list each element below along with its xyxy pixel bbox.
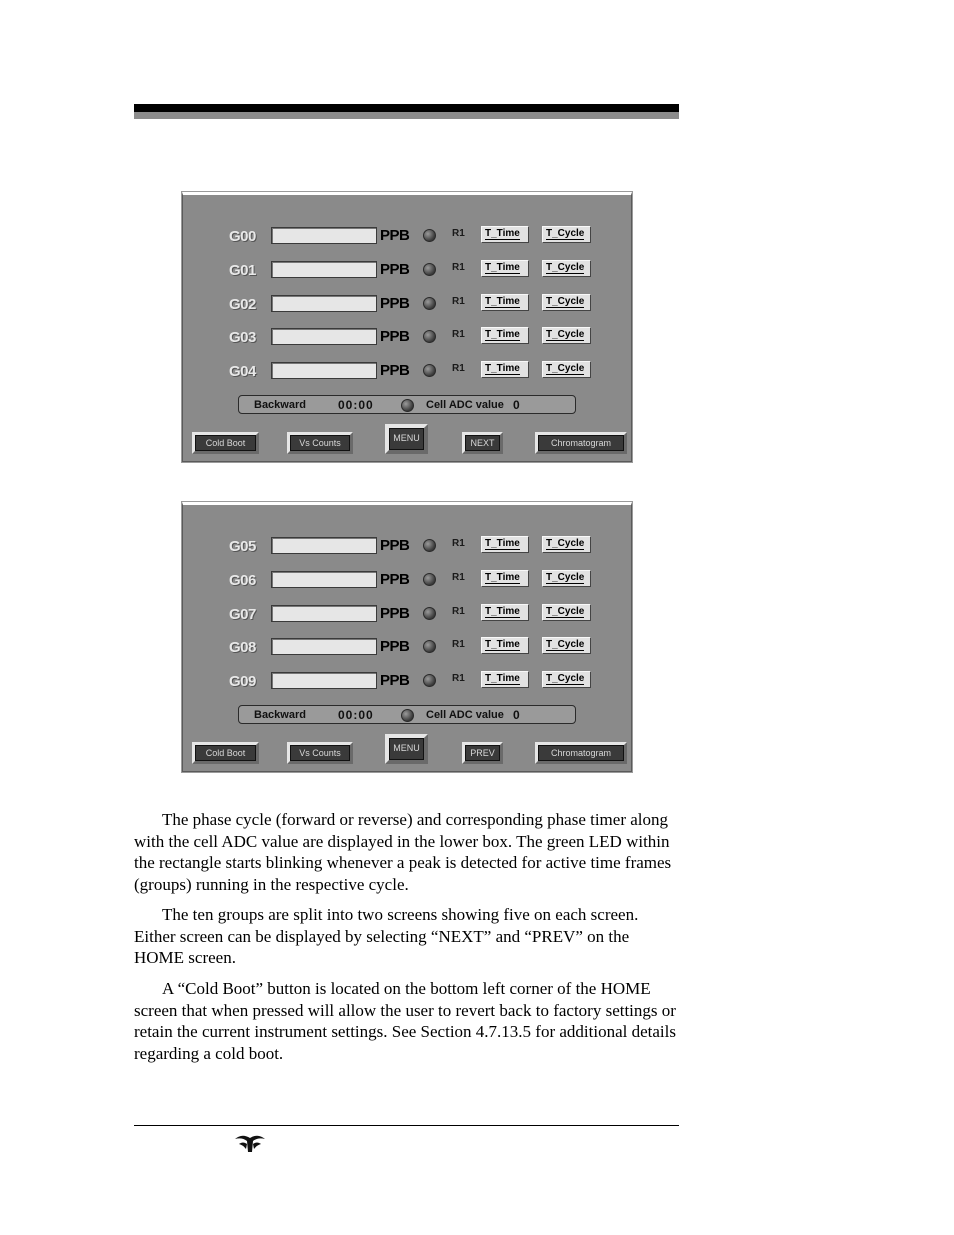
t-cycle-button[interactable] xyxy=(542,604,591,621)
led-indicator-icon xyxy=(423,229,436,242)
t-cycle-button[interactable] xyxy=(542,570,591,587)
group-label: G01 xyxy=(229,262,256,279)
t-time-button[interactable] xyxy=(481,260,529,277)
t-cycle-label: T_Cycle xyxy=(546,363,585,374)
group-label: G04 xyxy=(229,363,256,380)
t-cycle-label: T_Cycle xyxy=(546,639,585,650)
t-time-button[interactable] xyxy=(481,536,529,553)
t-time-label: T_Time xyxy=(485,329,520,340)
home-screen-1 xyxy=(182,192,632,462)
led-indicator-icon xyxy=(423,263,436,276)
range-label: R1 xyxy=(452,538,465,549)
t-time-button[interactable] xyxy=(481,294,529,311)
adc-value: 0 xyxy=(513,398,520,412)
body-paragraph: The phase cycle (forward or reverse) and corresponding phase timer along with the cell ADC value are displayed in the lower box. The green LED within the rectangle starts blinking whenever a peak is detected for active time frames (groups) running in the respective cycle. xyxy=(134,810,672,894)
t-cycle-label: T_Cycle xyxy=(546,538,585,549)
group-row xyxy=(183,327,631,349)
adc-label: Cell ADC value xyxy=(426,399,504,411)
led-indicator-icon xyxy=(423,640,436,653)
t-cycle-label: T_Cycle xyxy=(546,329,585,340)
range-label: R1 xyxy=(452,228,465,239)
home-screen-2 xyxy=(182,502,632,772)
t-cycle-button[interactable] xyxy=(542,294,591,311)
concentration-field xyxy=(271,537,377,554)
header-rule xyxy=(134,104,679,112)
group-row xyxy=(183,294,631,316)
t-time-label: T_Time xyxy=(485,673,520,684)
range-label: R1 xyxy=(452,673,465,684)
unit-label: PPB xyxy=(380,295,410,312)
group-row xyxy=(183,260,631,282)
group-row xyxy=(183,637,631,659)
group-row xyxy=(183,536,631,558)
t-time-label: T_Time xyxy=(485,296,520,307)
concentration-field xyxy=(271,638,377,655)
t-time-button[interactable] xyxy=(481,671,529,688)
unit-label: PPB xyxy=(380,537,410,554)
concentration-field xyxy=(271,571,377,588)
concentration-field xyxy=(271,605,377,622)
t-cycle-button[interactable] xyxy=(542,226,591,243)
group-label: G00 xyxy=(229,228,256,245)
t-cycle-button[interactable] xyxy=(542,536,591,553)
t-cycle-label: T_Cycle xyxy=(546,262,585,273)
cold-boot-button[interactable]: Cold Boot xyxy=(192,432,259,454)
group-label: G09 xyxy=(229,673,256,690)
t-time-button[interactable] xyxy=(481,327,529,344)
unit-label: PPB xyxy=(380,638,410,655)
t-time-label: T_Time xyxy=(485,228,520,239)
group-row xyxy=(183,671,631,693)
unit-label: PPB xyxy=(380,571,410,588)
t-cycle-label: T_Cycle xyxy=(546,296,585,307)
led-indicator-icon xyxy=(423,364,436,377)
led-indicator-icon xyxy=(423,297,436,310)
unit-label: PPB xyxy=(380,227,410,244)
concentration-field xyxy=(271,295,377,312)
t-cycle-button[interactable] xyxy=(542,637,591,654)
vs-counts-button[interactable]: Vs Counts xyxy=(287,742,353,764)
unit-label: PPB xyxy=(380,261,410,278)
t-time-label: T_Time xyxy=(485,639,520,650)
group-label: G06 xyxy=(229,572,256,589)
t-time-label: T_Time xyxy=(485,262,520,273)
t-time-label: T_Time xyxy=(485,363,520,374)
group-row xyxy=(183,361,631,383)
unit-label: PPB xyxy=(380,605,410,622)
t-cycle-label: T_Cycle xyxy=(546,673,585,684)
menu-button[interactable]: MENU xyxy=(385,424,428,454)
menu-button[interactable]: MENU xyxy=(385,734,428,764)
led-indicator-icon xyxy=(423,539,436,552)
range-label: R1 xyxy=(452,329,465,340)
t-time-button[interactable] xyxy=(481,226,529,243)
adc-label: Cell ADC value xyxy=(426,709,504,721)
prev-button[interactable]: PREV xyxy=(462,742,503,764)
concentration-field xyxy=(271,328,377,345)
t-cycle-button[interactable] xyxy=(542,671,591,688)
concentration-field xyxy=(271,227,377,244)
concentration-field xyxy=(271,672,377,689)
body-paragraph: A “Cold Boot” button is located on the bottom left corner of the HOME screen that when pressed will allow the user to revert back to factory settings or retain the current instrument settings. See Section 4.7.13.5 for additional details regarding a cold boot. xyxy=(134,979,676,1063)
status-box xyxy=(238,395,576,414)
status-box xyxy=(238,705,576,724)
range-label: R1 xyxy=(452,606,465,617)
led-indicator-icon xyxy=(423,330,436,343)
company-logo-icon xyxy=(233,1131,267,1153)
group-label: G08 xyxy=(229,639,256,656)
t-time-label: T_Time xyxy=(485,538,520,549)
led-indicator-icon xyxy=(423,607,436,620)
t-cycle-button[interactable] xyxy=(542,361,591,378)
t-cycle-label: T_Cycle xyxy=(546,606,585,617)
group-row xyxy=(183,604,631,626)
chromatogram-button[interactable]: Chromatogram xyxy=(535,432,627,454)
group-label: G02 xyxy=(229,296,256,313)
adc-value: 0 xyxy=(513,708,520,722)
range-label: R1 xyxy=(452,262,465,273)
group-label: G03 xyxy=(229,329,256,346)
chromatogram-button[interactable]: Chromatogram xyxy=(535,742,627,764)
phase-timer: 00:00 xyxy=(338,708,374,722)
peak-led-icon xyxy=(401,399,414,412)
range-label: R1 xyxy=(452,639,465,650)
next-button[interactable]: NEXT xyxy=(462,432,503,454)
t-cycle-label: T_Cycle xyxy=(546,572,585,583)
t-time-button[interactable] xyxy=(481,604,529,621)
led-indicator-icon xyxy=(423,573,436,586)
vs-counts-button[interactable]: Vs Counts xyxy=(287,432,353,454)
t-time-label: T_Time xyxy=(485,572,520,583)
range-label: R1 xyxy=(452,363,465,374)
phase-direction: Backward xyxy=(254,709,306,721)
group-row xyxy=(183,570,631,592)
unit-label: PPB xyxy=(380,672,410,689)
range-label: R1 xyxy=(452,572,465,583)
group-label: G05 xyxy=(229,538,256,555)
t-cycle-button[interactable] xyxy=(542,327,591,344)
phase-direction: Backward xyxy=(254,399,306,411)
unit-label: PPB xyxy=(380,362,410,379)
group-row xyxy=(183,226,631,248)
t-cycle-button[interactable] xyxy=(542,260,591,277)
group-label: G07 xyxy=(229,606,256,623)
t-time-label: T_Time xyxy=(485,606,520,617)
led-indicator-icon xyxy=(423,674,436,687)
range-label: R1 xyxy=(452,296,465,307)
footer-rule xyxy=(134,1125,679,1126)
t-time-button[interactable] xyxy=(481,361,529,378)
t-time-button[interactable] xyxy=(481,637,529,654)
body-paragraph: The ten groups are split into two screens showing five on each screen. Either screen can be displayed by selecting “NEXT” and “PREV” on the HOME screen. xyxy=(134,905,639,967)
peak-led-icon xyxy=(401,709,414,722)
concentration-field xyxy=(271,261,377,278)
t-cycle-label: T_Cycle xyxy=(546,228,585,239)
header-rule-shadow xyxy=(134,112,679,119)
phase-timer: 00:00 xyxy=(338,398,374,412)
concentration-field xyxy=(271,362,377,379)
t-time-button[interactable] xyxy=(481,570,529,587)
cold-boot-button[interactable]: Cold Boot xyxy=(192,742,259,764)
unit-label: PPB xyxy=(380,328,410,345)
